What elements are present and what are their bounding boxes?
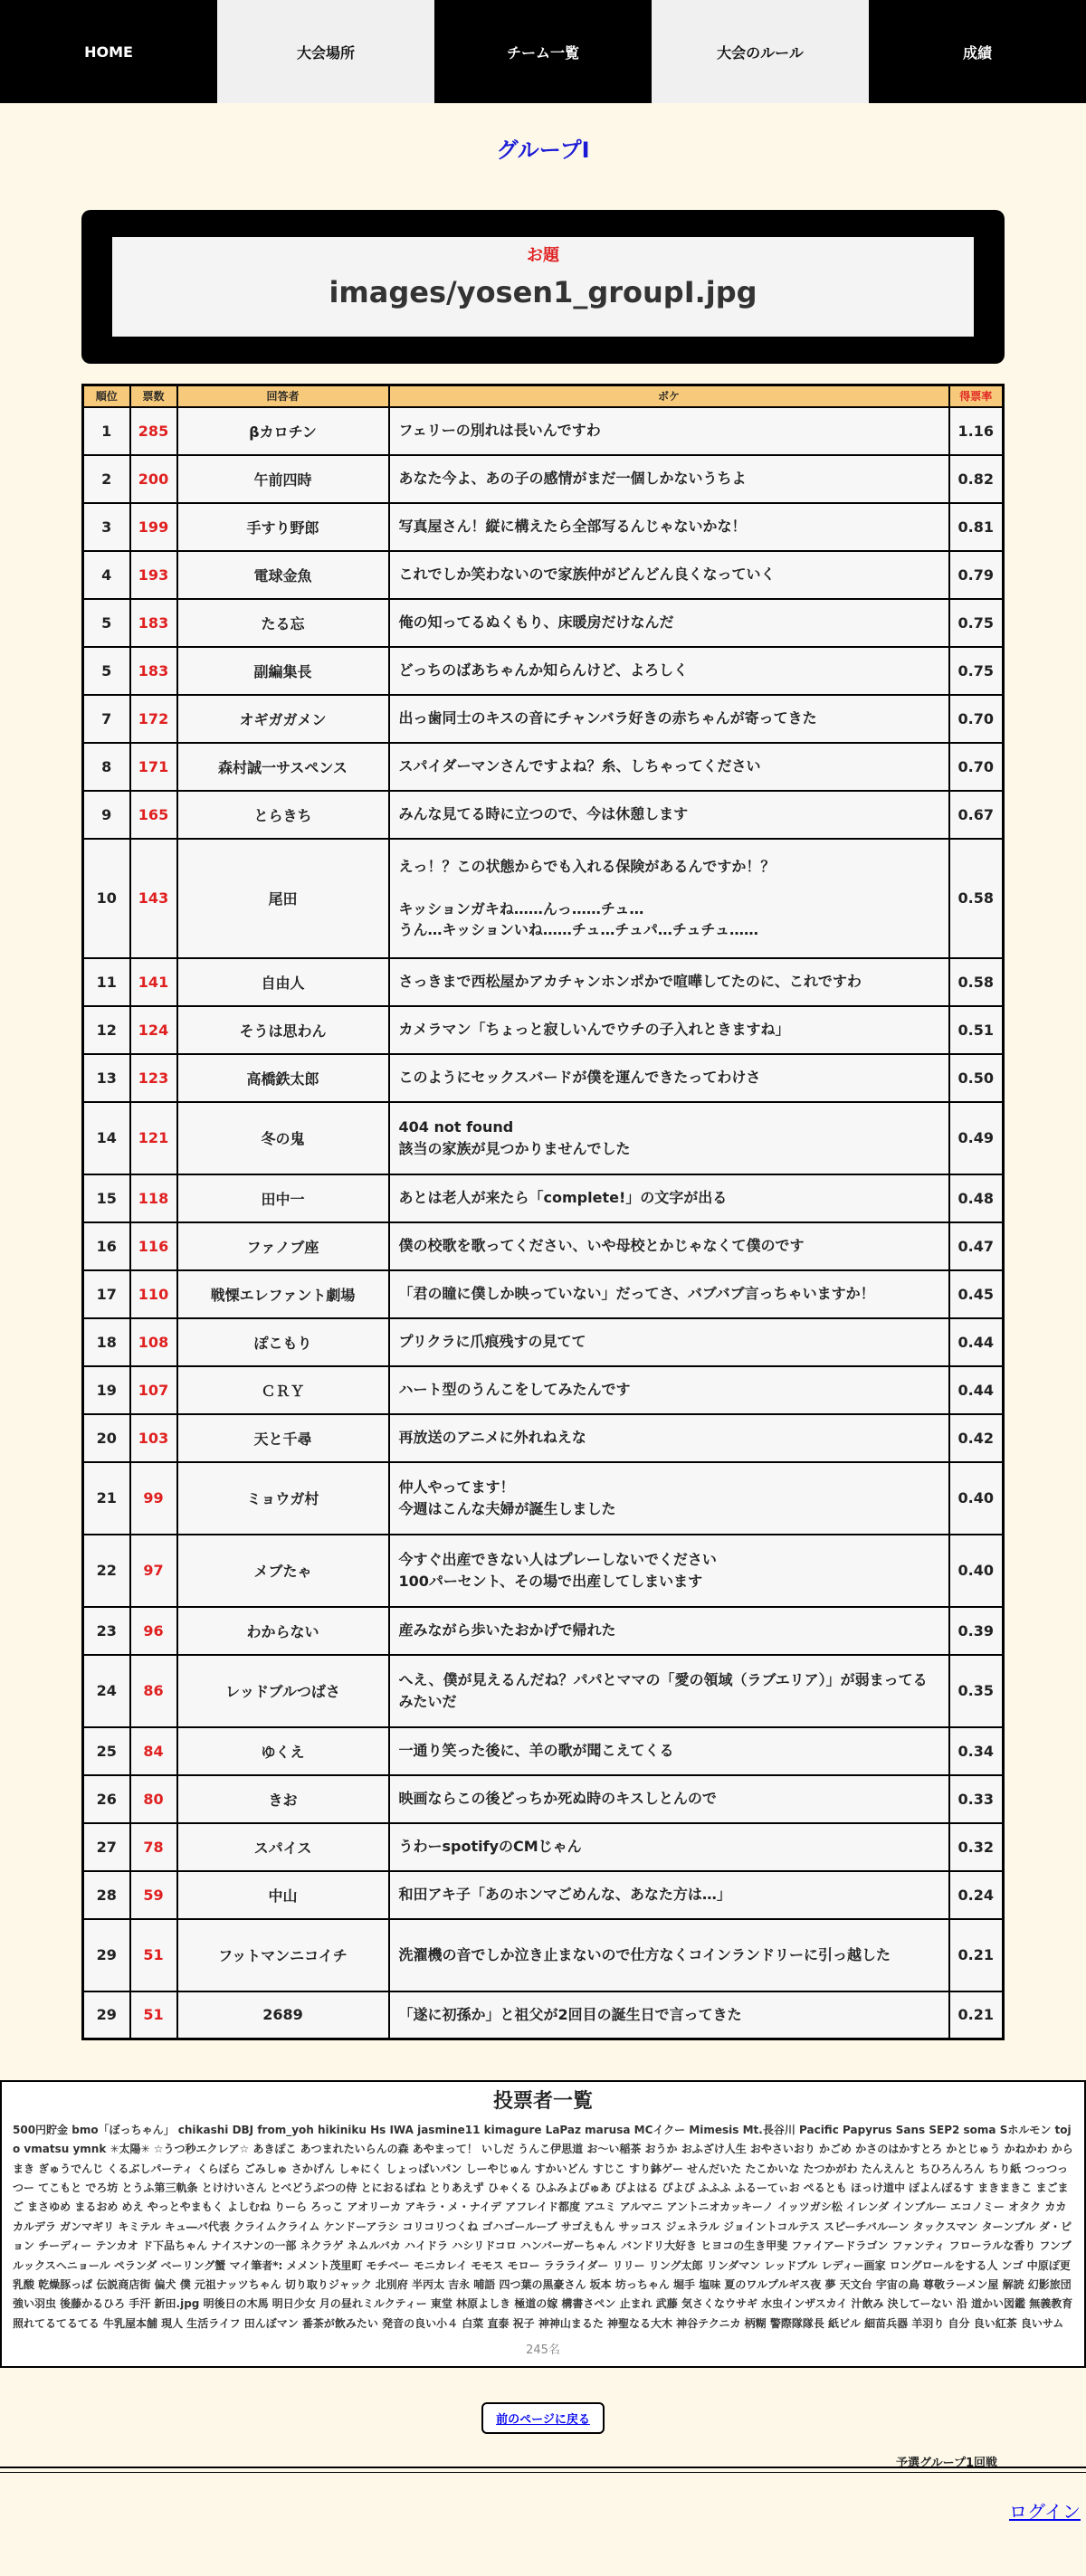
boke-cell: 再放送のアニメに外れねえな	[389, 1414, 949, 1462]
rank-cell: 29	[83, 1991, 130, 2039]
rate-cell: 0.34	[949, 1727, 1004, 1775]
page-title: グループI	[496, 138, 590, 163]
voters-title: 投票者一覧	[492, 2090, 593, 2113]
answerer-cell: 2689	[177, 1991, 389, 2039]
rank-cell: 24	[83, 1655, 130, 1727]
rank-cell: 26	[83, 1775, 130, 1823]
boke-cell: プリクラに爪痕残すの見てて	[389, 1318, 949, 1366]
answerer-cell: 副編集長	[177, 647, 389, 695]
rank-cell: 18	[83, 1318, 130, 1366]
table-row	[83, 1102, 1004, 1174]
rate-cell: 0.70	[949, 743, 1004, 791]
answerer-cell: 戦慄エレファント劇場	[177, 1270, 389, 1318]
rank-cell: 7	[83, 695, 130, 743]
votes-cell: 165	[130, 791, 177, 839]
answerer-cell: きお	[177, 1775, 389, 1823]
theme-panel	[81, 210, 1005, 364]
boke-cell: さっきまで西松屋かアカチャンホンポかで喧嘩してたのに、これですわ	[389, 958, 949, 1006]
table-row	[83, 1006, 1004, 1054]
boke-cell: 一通り笑った後に、羊の歌が聞こえてくる	[389, 1727, 949, 1775]
login-link[interactable]: ログイン	[1009, 2501, 1081, 2523]
rate-cell: 0.58	[949, 958, 1004, 1006]
rate-cell: 0.49	[949, 1102, 1004, 1174]
rate-cell: 0.79	[949, 551, 1004, 599]
table-row	[83, 407, 1004, 455]
footer-note: 予選グループ1回戦	[896, 2457, 998, 2470]
votes-cell: 84	[130, 1727, 177, 1775]
boke-cell: 洗濯機の音でしか泣き止まないので仕方なくコインランドリーに引っ越した	[389, 1919, 949, 1991]
answerer-cell: 尾田	[177, 839, 389, 958]
votes-cell: 103	[130, 1414, 177, 1462]
boke-cell: 映画ならこの後どっちか死ぬ時のキスしとんので	[389, 1775, 949, 1823]
rank-cell: 23	[83, 1607, 130, 1655]
rank-cell: 28	[83, 1871, 130, 1919]
table-row	[83, 1919, 1004, 1991]
answerer-cell: 冬の鬼	[177, 1102, 389, 1174]
rank-cell: 4	[83, 551, 130, 599]
boke-cell: うわーspotifyのCMじゃん	[389, 1823, 949, 1871]
nav-rules[interactable]: 大会のルール	[652, 0, 869, 103]
rate-cell: 0.39	[949, 1607, 1004, 1655]
answerer-cell: 森村誠一サスペンス	[177, 743, 389, 791]
votes-cell: 108	[130, 1318, 177, 1366]
answerer-cell: 自由人	[177, 958, 389, 1006]
rate-cell: 0.50	[949, 1054, 1004, 1102]
rank-cell: 20	[83, 1414, 130, 1462]
boke-cell: 僕の校歌を歌ってください、いや母校とかじゃなくて僕のです	[389, 1222, 949, 1270]
rate-cell: 0.51	[949, 1006, 1004, 1054]
rate-cell: 0.32	[949, 1823, 1004, 1871]
boke-cell: 和田アキ子「あのホンマごめんな、あなた方は…」	[389, 1871, 949, 1919]
rank-cell: 14	[83, 1102, 130, 1174]
table-row	[83, 1270, 1004, 1318]
boke-cell: あとは老人が来たら「complete!」の文字が出る	[389, 1174, 949, 1222]
answerer-cell: 電球金魚	[177, 551, 389, 599]
votes-cell: 141	[130, 958, 177, 1006]
votes-cell: 124	[130, 1006, 177, 1054]
rate-cell: 0.75	[949, 647, 1004, 695]
votes-cell: 51	[130, 1991, 177, 2039]
answerer-cell: ファノブ座	[177, 1222, 389, 1270]
nav-results[interactable]: 成績	[869, 0, 1086, 103]
rank-cell: 3	[83, 503, 130, 551]
table-row	[83, 695, 1004, 743]
back-wrap	[0, 2402, 1086, 2434]
nav-home[interactable]: HOME	[0, 0, 217, 103]
boke-cell: どっちのばあちゃんか知らんけど、よろしく	[389, 647, 949, 695]
rank-cell: 29	[83, 1919, 130, 1991]
table-row	[83, 1462, 1004, 1535]
votes-cell: 172	[130, 695, 177, 743]
answerer-cell: そうは思わん	[177, 1006, 389, 1054]
rank-cell: 17	[83, 1270, 130, 1318]
theme-label: お題	[527, 246, 559, 265]
rate-cell: 0.67	[949, 791, 1004, 839]
nav-teams[interactable]: チーム一覧	[434, 0, 652, 103]
answerer-cell: 中山	[177, 1871, 389, 1919]
votes-cell: 107	[130, 1366, 177, 1414]
votes-cell: 80	[130, 1775, 177, 1823]
rank-cell: 5	[83, 647, 130, 695]
votes-cell: 97	[130, 1535, 177, 1607]
rate-cell: 0.82	[949, 455, 1004, 503]
table-header-row	[83, 385, 1004, 407]
answerer-cell: βカロチン	[177, 407, 389, 455]
voters-list: 500円貯金 bmo「ぼっちゃん」 chikashi DBJ from_yoh hikiniku Hs IWA jasmine11 kimagure LaPaz marusa MCイクー Mimesis Mt.長谷川 Pacific Papyrus Sans SEP2 soma Sホルモン tojo vmatsu ymnk ✳太陽✳ ☆うつ秒エクレア☆ あきぽこ あつまれたいらんの森 あやまって！ いしだ うんこ伊思道 お〜い稲茶 おうか おふざけ人生 おやさいおり かごめ かさのはかすとろ かとじゅう かねかわ からまき ぎゅうでんじ くるぶしパーティ くらぼら ごみしゅ さかげん しゃにく しょっぱいパン しーやじゅん すかいどん すじこ すり鉢ゲー せんだいた たこかいな たつかがわ たんえんと ちひろんろん ちり紙 つっつっつー てこもと でろ坊 とうふ第三軌条 とけけいさん とべどうぶつの侍 とにおるばね とりあえず ひゃくる ひふみよぴゅあ ぴよはる ぴよぴ ふふふ ふるーてぃお ぺるとも ほっけ道中 ぽよんぽるす まきまきこ まごまご まさゆめ まるおめ めえ やっとやまもく よしむね りーら ろっこ アオリーカ アキラ・メ・ナイデ アフレイド都度 アユミ アルマニ アントニオカッキーノ イッツガシ松 イレンダ インブルー エコノミー オタク カカ カルデラ ガンマギリ キミテル キュ―バ代表 クライムクライム ケンドーアラシ コリコリつくね ゴハゴールーブ サゴえもん サッコス ジェネラル ジョイントコルテス スピーチバルーン タックスマン ターンブル ダ・ピョン チーディー テンカオ ド下品ちゃん ナイスナンの一部 ネクラゲ ネムルバカ ハイドラ ハシリドコロ ハンバーガーちゃん バンドリ大好き ヒヨコの生き甲斐 ファイアードラゴン ファンティ フローラルな香り フンブルックスヘニョール ペランダ ベーリング蟹 マイ筆者*: メメント茂里町 モチベー モニカレイ モモス モロー ララライダー リリー リング太郎 リンダマン レッドブル レディー画家 ロングロールをする人 ンゴ 中原ぽ更 乳酸 乾燥豚っぱ 伝説商店街 偏犬 僕 元祖ナッツちゃん 切り取りジャック 北別府 半丙太 吉永 哺語 四つ葉の黒豪さん 坂本 坊っちゃん 堀手 塩味 夏のワルプルギス夜 夢 天文台 宇宙の鳥 尊敬ラーメン屋 解読 幻影旅団 強い羽虫 後藤かるひろ 手汗 新田.jpg 明後日の木馬 明日少女 月の昼れミルクティー 東堂 林原よしき 極道の嫁 構書さぺン 止まれ 武藤 気さくなウサギ 水虫インザスカイ 汁飲み 決してーない 沿 道かい図鑑 無義教育 照れてるてるてる 牛乳屋本舗 現人 生活ライフ 田んぼマン 番茶が飲みたい 発音の良い小４ 白菜 直泰 祝子 神神山まるた 神聖なる大木 神谷テクニカ 柄糊 警際隊隊長 紙ビル 細苗兵器 羊羽り 自分 良い紅茶 良いサム	[13, 2124, 1073, 2330]
rate-cell: 0.70	[949, 695, 1004, 743]
theme-inner	[112, 237, 974, 337]
rank-cell: 9	[83, 791, 130, 839]
answerer-cell: スパイス	[177, 1823, 389, 1871]
header-votes: 票数	[130, 385, 177, 407]
table-row	[83, 551, 1004, 599]
results-table	[81, 384, 1005, 2040]
rate-cell: 0.48	[949, 1174, 1004, 1222]
votes-cell: 118	[130, 1174, 177, 1222]
boke-cell: 出っ歯同士のキスの音にチャンバラ好きの赤ちゃんが寄ってきた	[389, 695, 949, 743]
table-row	[83, 1871, 1004, 1919]
votes-cell: 51	[130, 1919, 177, 1991]
answerer-cell: オギガガメン	[177, 695, 389, 743]
answerer-cell: ＣＲＹ	[177, 1366, 389, 1414]
rate-cell: 1.16	[949, 407, 1004, 455]
answerer-cell: 高橋鉄太郎	[177, 1054, 389, 1102]
table-row	[83, 958, 1004, 1006]
boke-cell: みんな見てる時に立つので、今は休憩します	[389, 791, 949, 839]
voters-panel	[0, 2080, 1086, 2368]
header-answerer: 回答者	[177, 385, 389, 407]
votes-cell: 183	[130, 647, 177, 695]
answerer-cell: ぽこもり	[177, 1318, 389, 1366]
rank-cell: 27	[83, 1823, 130, 1871]
votes-cell: 199	[130, 503, 177, 551]
boke-cell: 「君の瞳に僕しか映っていない」だってさ、バブバブ言っちゃいますか！	[389, 1270, 949, 1318]
votes-cell: 116	[130, 1222, 177, 1270]
rate-cell: 0.58	[949, 839, 1004, 958]
boke-cell: あなた今よ、あの子の感情がまだ一個しかないうちよ	[389, 455, 949, 503]
table-row	[83, 1318, 1004, 1366]
boke-cell: 404 not found 該当の家族が見つかりませんでした	[389, 1102, 949, 1174]
rank-cell: 10	[83, 839, 130, 958]
rate-cell: 0.24	[949, 1871, 1004, 1919]
answerer-cell: わからない	[177, 1607, 389, 1655]
votes-cell: 78	[130, 1823, 177, 1871]
table-row	[83, 647, 1004, 695]
answerer-cell: たる忘	[177, 599, 389, 647]
boke-cell: このようにセックスバードが僕を運んできたってわけさ	[389, 1054, 949, 1102]
rank-cell: 13	[83, 1054, 130, 1102]
table-row	[83, 743, 1004, 791]
rate-cell: 0.35	[949, 1655, 1004, 1727]
table-row	[83, 1991, 1004, 2039]
rate-cell: 0.40	[949, 1535, 1004, 1607]
rank-cell: 11	[83, 958, 130, 1006]
rank-cell: 5	[83, 599, 130, 647]
table-row	[83, 1655, 1004, 1727]
votes-cell: 59	[130, 1871, 177, 1919]
answerer-cell: メブたゃ	[177, 1535, 389, 1607]
header-boke: ボケ	[389, 385, 949, 407]
rank-cell: 2	[83, 455, 130, 503]
rank-cell: 19	[83, 1366, 130, 1414]
footer-divider-thin	[0, 2472, 1086, 2473]
votes-cell: 96	[130, 1607, 177, 1655]
table-row	[83, 839, 1004, 958]
rate-cell: 0.40	[949, 1462, 1004, 1535]
table-row	[83, 1366, 1004, 1414]
boke-cell: えっ！？この状態からでも入れる保険があるんですか！？ キッションガキね……んっ……チュ… うん…キッションいね……チュ…チュパ…チュチュ……	[389, 839, 949, 958]
header-rate: 得票率	[949, 385, 1004, 407]
rate-cell: 0.21	[949, 1919, 1004, 1991]
table-row	[83, 503, 1004, 551]
answerer-cell: ミョウガ村	[177, 1462, 389, 1535]
votes-cell: 121	[130, 1102, 177, 1174]
rank-cell: 8	[83, 743, 130, 791]
votes-cell: 200	[130, 455, 177, 503]
answerer-cell: ゆくえ	[177, 1727, 389, 1775]
votes-cell: 99	[130, 1462, 177, 1535]
rank-cell: 22	[83, 1535, 130, 1607]
table-row	[83, 1823, 1004, 1871]
rank-cell: 21	[83, 1462, 130, 1535]
votes-cell: 123	[130, 1054, 177, 1102]
rate-cell: 0.47	[949, 1222, 1004, 1270]
boke-cell: 写真屋さん！縦に構えたら全部写るんじゃないかな！	[389, 503, 949, 551]
rate-cell: 0.33	[949, 1775, 1004, 1823]
rate-cell: 0.81	[949, 503, 1004, 551]
rank-cell: 16	[83, 1222, 130, 1270]
answerer-cell: 手すり野郎	[177, 503, 389, 551]
results-body	[83, 407, 1004, 2039]
rank-cell: 15	[83, 1174, 130, 1222]
boke-cell: スパイダーマンさんですよね？糸、しちゃってください	[389, 743, 949, 791]
nav-venue[interactable]: 大会場所	[217, 0, 434, 103]
top-nav	[0, 0, 1086, 103]
boke-cell: ハート型のうんこをしてみたんです	[389, 1366, 949, 1414]
boke-cell: これでしか笑わないので家族仲がどんどん良くなっていく	[389, 551, 949, 599]
votes-cell: 171	[130, 743, 177, 791]
boke-cell: 仲人やってます！ 今週はこんな夫婦が誕生しました	[389, 1462, 949, 1535]
table-row	[83, 1222, 1004, 1270]
rate-cell: 0.44	[949, 1318, 1004, 1366]
table-row	[83, 455, 1004, 503]
table-row	[83, 1174, 1004, 1222]
back-button[interactable]: 前のページに戻る	[481, 2402, 605, 2434]
boke-cell: 「遂に初孫か」と祖父が2回目の誕生日で言ってきた	[389, 1991, 949, 2039]
table-row	[83, 1054, 1004, 1102]
votes-cell: 110	[130, 1270, 177, 1318]
answerer-cell: とらきち	[177, 791, 389, 839]
boke-cell: フェリーの別れは長いんですわ	[389, 407, 949, 455]
votes-cell: 183	[130, 599, 177, 647]
boke-cell: 産みながら歩いたおかげで帰れた	[389, 1607, 949, 1655]
rank-cell: 1	[83, 407, 130, 455]
rate-cell: 0.75	[949, 599, 1004, 647]
table-row	[83, 1414, 1004, 1462]
votes-cell: 86	[130, 1655, 177, 1727]
rank-cell: 25	[83, 1727, 130, 1775]
answerer-cell: 田中一	[177, 1174, 389, 1222]
answerer-cell: 天と千尋	[177, 1414, 389, 1462]
rate-cell: 0.44	[949, 1366, 1004, 1414]
table-row	[83, 1775, 1004, 1823]
table-row	[83, 1607, 1004, 1655]
votes-cell: 143	[130, 839, 177, 958]
rate-cell: 0.21	[949, 1991, 1004, 2039]
votes-cell: 285	[130, 407, 177, 455]
rank-cell: 12	[83, 1006, 130, 1054]
theme-image-name: images/yosen1_groupI.jpg	[329, 275, 757, 309]
table-row	[83, 1535, 1004, 1607]
boke-cell: 今すぐ出産できない人はプレーしないでください 100パーセント、その場で出産してしまいます	[389, 1535, 949, 1607]
boke-cell: カメラマン「ちょっと寂しいんでウチの子入れときますね」	[389, 1006, 949, 1054]
footer-divider	[0, 2467, 1086, 2468]
boke-cell: 俺の知ってるぬくもり、床暖房だけなんだ	[389, 599, 949, 647]
voters-count: 245名	[526, 2343, 560, 2357]
boke-cell: へえ、僕が見えるんだね？パパとママの「愛の領域（ラブエリア）」が弱まってるみたいだ	[389, 1655, 949, 1727]
answerer-cell: 午前四時	[177, 455, 389, 503]
rate-cell: 0.45	[949, 1270, 1004, 1318]
rate-cell: 0.42	[949, 1414, 1004, 1462]
votes-cell: 193	[130, 551, 177, 599]
answerer-cell: レッドブルつばさ	[177, 1655, 389, 1727]
table-row	[83, 791, 1004, 839]
table-row	[83, 599, 1004, 647]
answerer-cell: フットマンニコイチ	[177, 1919, 389, 1991]
header-rank: 順位	[83, 385, 130, 407]
table-row	[83, 1727, 1004, 1775]
